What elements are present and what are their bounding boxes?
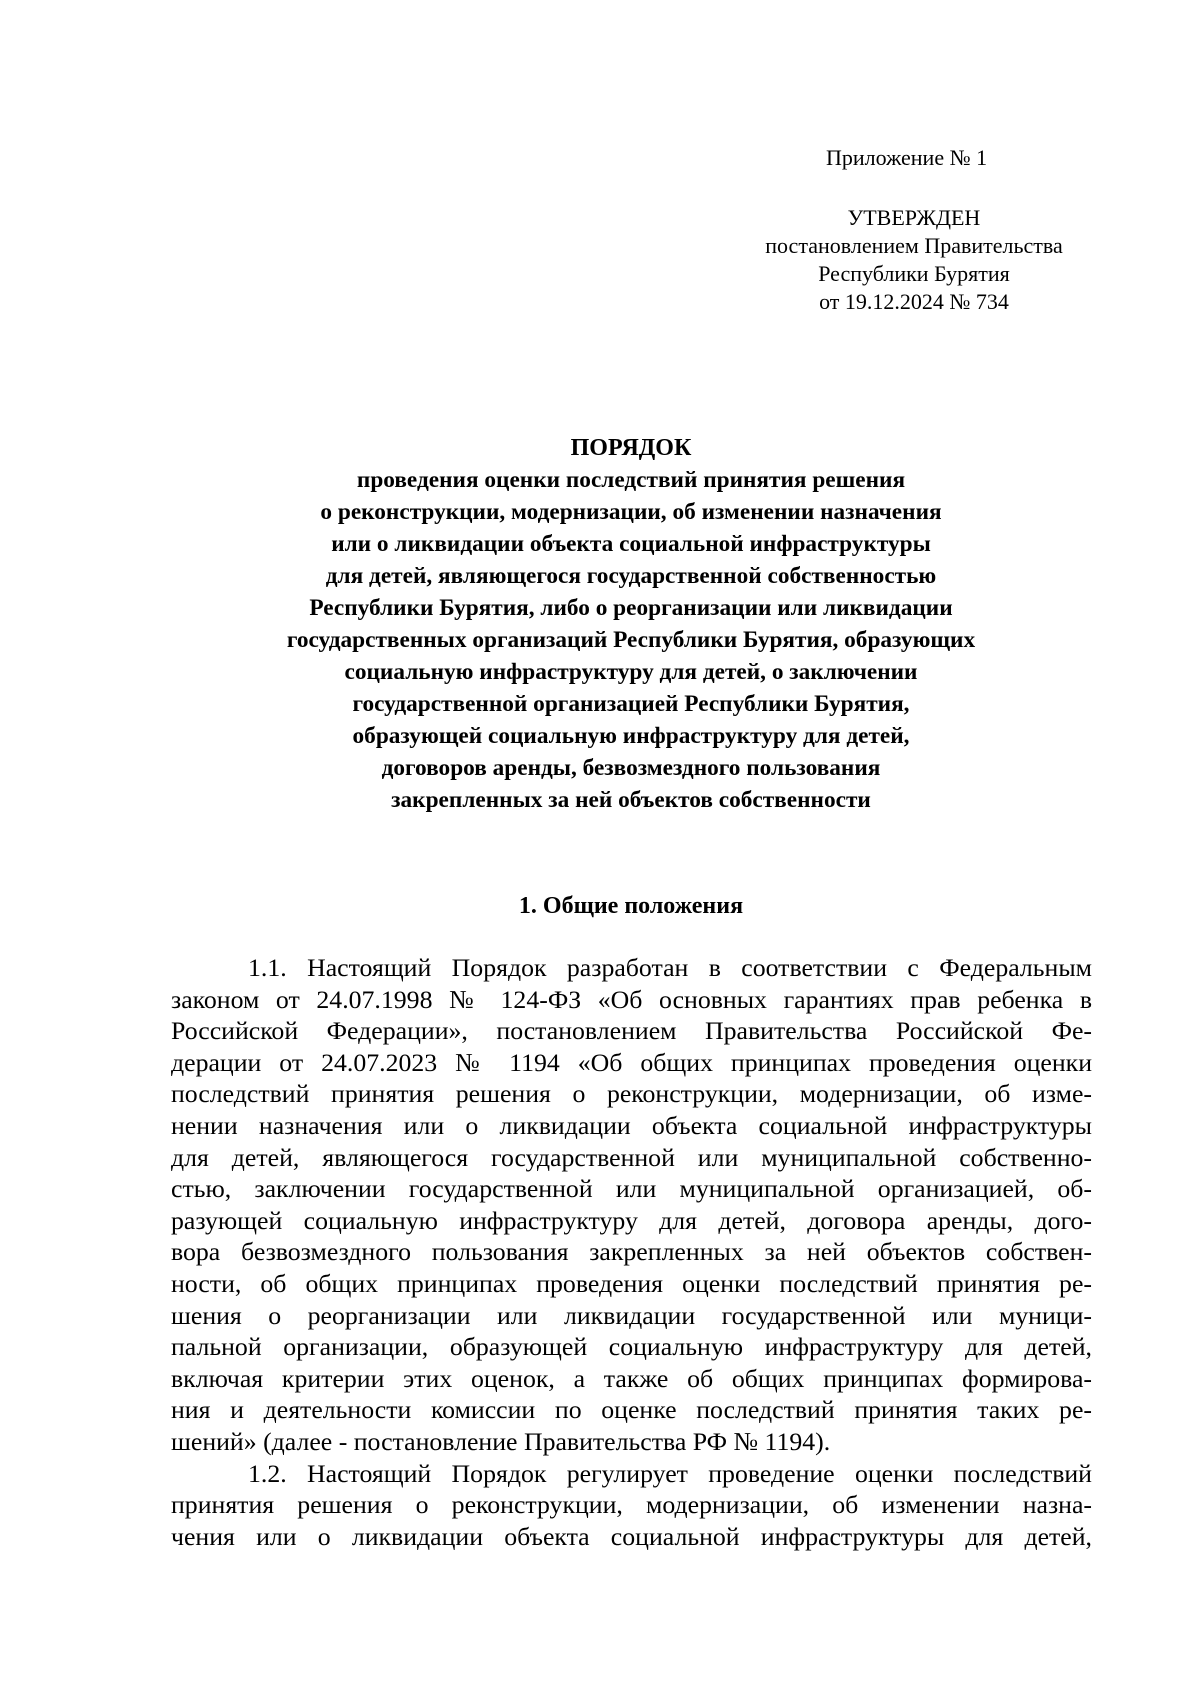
document-title-line: государственной организацией Республики Бурятия,: [352, 691, 910, 717]
approval-line: Республики Бурятия: [818, 261, 1010, 286]
document-title-line: о реконструкции, модернизации, об изменении назначения: [320, 499, 942, 525]
paragraph-line: шения о реорганизации или ликвидации государственной или муници-: [171, 1300, 1092, 1330]
paragraph-line: разующей социальную инфраструктуру для детей, договора аренды, дого-: [171, 1205, 1092, 1235]
paragraph-line: 1.1. Настоящий Порядок разработан в соответствии с Федеральным: [248, 953, 1092, 982]
document-title-line: Республики Бурятия, либо о реорганизации или ликвидации: [309, 595, 953, 621]
paragraph-line: стью, заключении государственной или муниципальной организацией, об-: [171, 1174, 1092, 1204]
document-title-line: для детей, являющегося государственной собственностью: [325, 563, 937, 589]
section-heading: 1. Общие положения: [518, 893, 744, 919]
paragraph-line: законом от 24.07.1998 № 124-ФЗ «Об основных гарантиях прав ребенка в: [171, 984, 1092, 1014]
paragraph-line: нении назначения или о ликвидации объекта социальной инфраструктуры: [171, 1110, 1092, 1140]
paragraph-line: дерации от 24.07.2023 № 1194 «Об общих принципах проведения оценки: [171, 1047, 1092, 1077]
paragraph-line: включая критерии этих оценок, а также об общих принципах формирова-: [171, 1363, 1092, 1393]
approval-line: УТВЕРЖДЕН: [847, 205, 981, 230]
approval-line: постановлением Правительства: [765, 233, 1063, 258]
paragraph-line: пальной организации, образующей социальную инфраструктуру для детей,: [171, 1332, 1092, 1362]
paragraph-line: чения или о ликвидации объекта социальной инфраструктуры для детей,: [171, 1521, 1092, 1551]
document-title: [150, 432, 1112, 816]
paragraph-line: 1.2. Настоящий Порядок регулирует проведение оценки последствий: [248, 1458, 1092, 1488]
document-title-line: образующей социальную инфраструктуру для детей,: [352, 723, 910, 749]
paragraph-line: принятия решения о реконструкции, модернизации, об изменении назна-: [171, 1490, 1092, 1520]
document-title-line: государственных организаций Республики Бурятия, образующих: [286, 627, 976, 653]
document-title-line: или о ликвидации объекта социальной инфраструктуры: [331, 531, 931, 557]
paragraph-line: шений» (далее - постановление Правительства РФ № 1194).: [171, 1426, 831, 1456]
approval-stamp: [744, 204, 1084, 316]
paragraph-line: последствий принятия решения о реконструкции, модернизации, об изме-: [171, 1079, 1092, 1109]
paragraph-line: Российской Федерации», постановлением Правительства Российской Фе-: [171, 1016, 1092, 1046]
document-title-main: ПОРЯДОК: [570, 435, 692, 461]
document-title-line: закрепленных за ней объектов собственности: [391, 787, 871, 813]
document-title-line: проведения оценки последствий принятия решения: [356, 467, 906, 493]
body-text: [171, 952, 1092, 1552]
approval-line: от 19.12.2024 № 734: [819, 289, 1009, 314]
paragraph-line: ности, об общих принципах проведения оценки последствий принятия ре-: [171, 1268, 1092, 1298]
document-title-line: социальную инфраструктуру для детей, о заключении: [344, 659, 918, 685]
paragraph-line: для детей, являющегося государственной или муниципальной собственно-: [171, 1142, 1092, 1172]
document-title-line: договоров аренды, безвозмездного пользования: [381, 755, 881, 781]
appendix-label: Приложение № 1: [826, 145, 988, 170]
paragraph-line: ния и деятельности комиссии по оценке последствий принятия таких ре-: [171, 1395, 1092, 1425]
paragraph-line: вора безвозмездного пользования закрепленных за ней объектов собствен-: [171, 1237, 1092, 1267]
